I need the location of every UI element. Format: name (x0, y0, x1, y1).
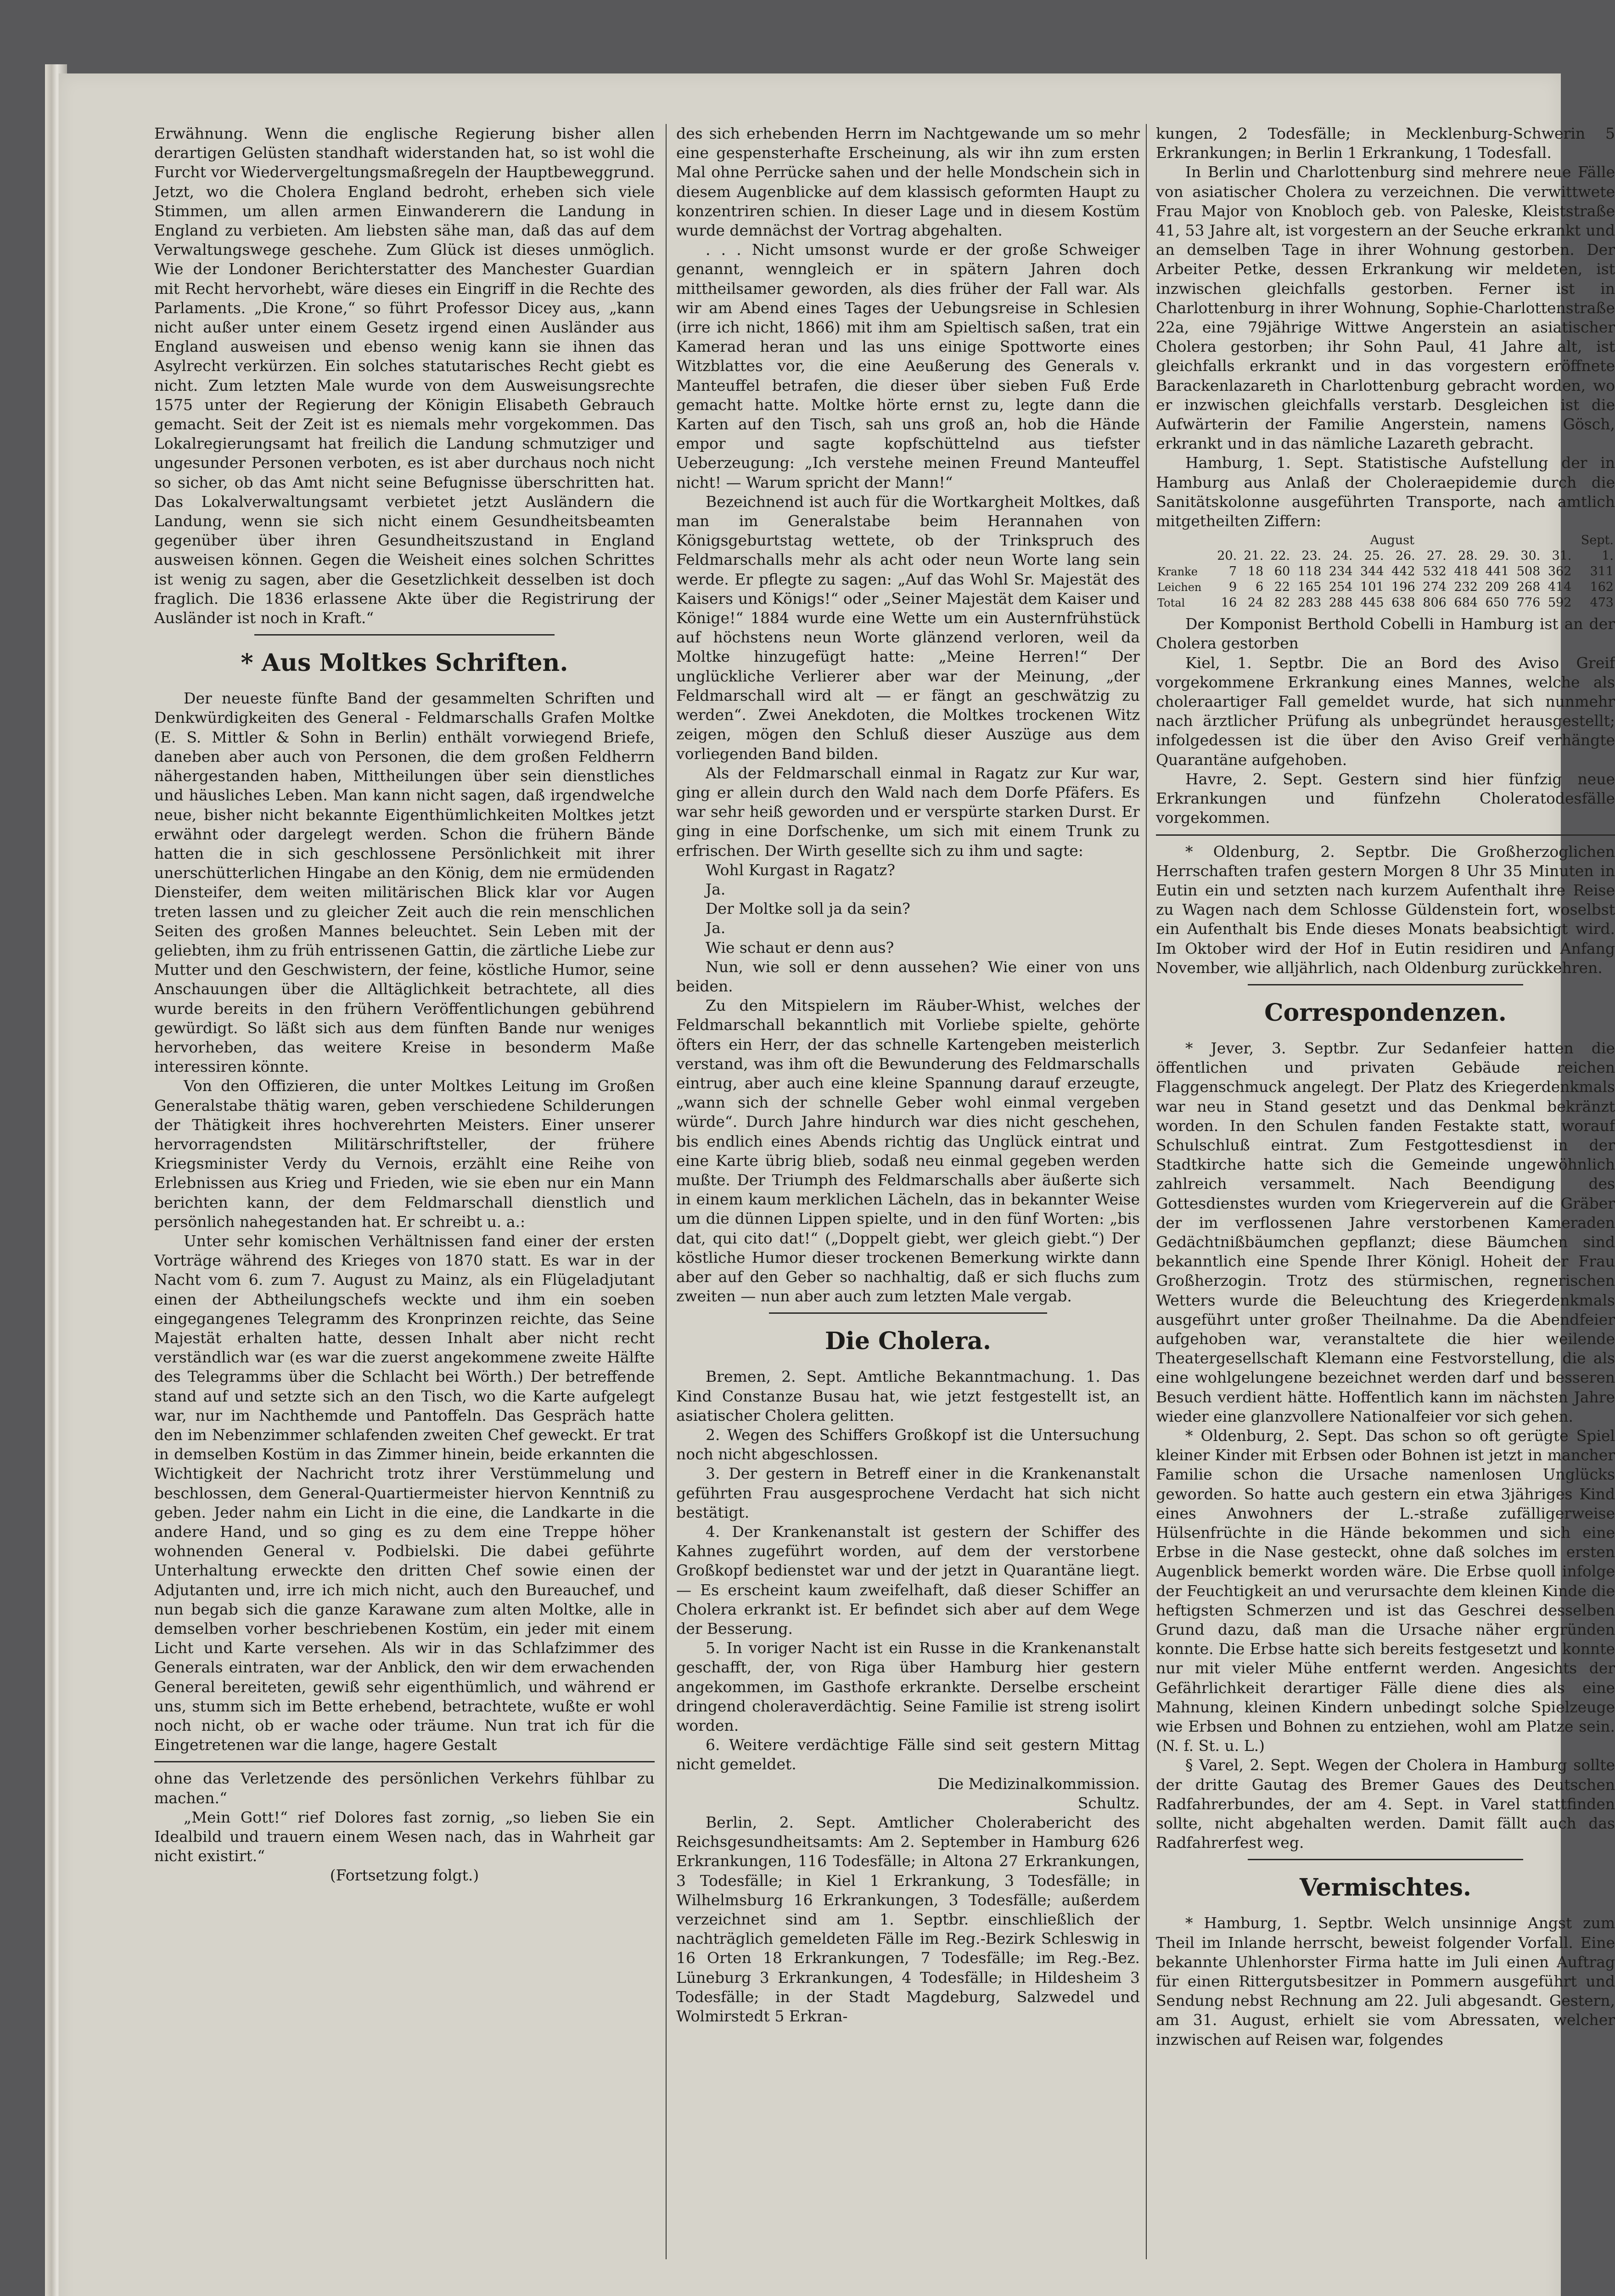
feuilleton-rule (154, 1761, 655, 1762)
day-header: 22. (1270, 549, 1290, 563)
table-cell: 6 (1255, 580, 1264, 595)
table-cell: 232 (1454, 580, 1478, 595)
day-header: 29. (1489, 549, 1509, 563)
row-label: Kranke (1157, 565, 1198, 579)
article-paragraph: Havre, 2. Sept. Gestern sind hier fünfzig neue Erkrankungen und fünfzehn Choleratodesfälle vorgekommen. (1156, 770, 1615, 827)
article-paragraph: 3. Der gestern in Betreff einer in die Krankenanstalt geführten Frau ausgesprochene Verdacht hat sich nicht bestätigt. (676, 1464, 1145, 1521)
column-rule-2 (1146, 124, 1147, 2259)
article-paragraph: Zu den Mitspielern im Räuber-Whist, welches der Feldmarschall bekanntlich mit Vorliebe spielte, gehörte öfters ein Herr, der das schnelle Kartengeben meisterlich verstand, was ihm oft die Bewunderung des Feldmarschalls eintrug, aber auch eine kleine Spannung darauf erzeugte, „wann sich der schnelle Geber wohl einmal vergeben würde“. Durch Jahre hindurch war dies nicht geschehen, bis endlich eines Abends richtig das Unglück eintrat und eine Karte übrig blieb, sodaß neu einmal gegeben werden mußte. Der Triumph des Feldmarschalls aber äußerte sich in einem kaum merklichen Lächeln, das in bekannter Weise um die dünnen Lippen spielte, und in den fünf Worten: „bis dat, qui cito dat!“ („Doppelt giebt, wer gleich giebt.“) Der köstliche Humor dieser trockenen Bemerkung wirkte dann aber auf den Geber so nachhaltig, daß er sich fluchs zum zweiten — nun aber auch zum letzten Male vergab. (676, 996, 1145, 1306)
section-rule (254, 634, 555, 636)
table-cell: 101 (1360, 580, 1384, 595)
article-paragraph: . . . Nicht umsonst wurde er der große Schweiger genannt, wenngleich er in spätern Jahren doch mittheilsamer geworden, als dies früher der Fall war. Als wir am Abend eines Tages der Uebungsreise in Schlesien (irre ich nicht, 1866) mit ihm am Spieltisch saßen, trat ein Kamerad heran und las uns einige Spottworte eines Witzblattes vor, die eine Aeußerung des Generals v. Manteuffel betrafen, die dieser über sieben Fuß Erde gemacht hatte. Moltke hörte ernst zu, legte dann die Karten auf den Tisch, sah uns groß an, hob die Hände empor und sagte kopfschüttelnd aus tiefster Ueberzeugung: „Ich verstehe meinen Freund Manteuffel nicht! — Warum spricht der Mann!“ (676, 241, 1145, 491)
article-paragraph: 2. Wegen des Schiffers Großkopf ist die Untersuchung noch nicht abgeschlossen. (676, 1426, 1145, 1463)
article-paragraph: Als der Feldmarschall einmal in Ragatz zur Kur war, ging er allein durch den Wald nach dem Dorfe Pfäfers. Es war sehr heiß geworden und er verspürte starken Durst. Er ging in eine Dorfschenke, um sich mit einem Trunk zu erfrischen. Der Wirth gesellte sich zu ihm und sagte: (676, 764, 1145, 860)
table-cell: 362 (1548, 564, 1572, 579)
table-cell: 344 (1360, 564, 1384, 579)
table-cell: 196 (1391, 580, 1415, 595)
row-label: Total (1157, 597, 1185, 610)
article-paragraph: § Varel, 2. Sept. Wegen der Cholera in Hamburg sollte der dritte Gautag des Bremer Gaues des Deutschen Radfahrerbundes, der am 4. Sept. in Varel stattfinden sollte, nicht abgehalten werden. Damit fällt auch das Radfahrerfest weg. (1156, 1756, 1615, 1852)
section-heading-vermischtes: Vermischtes. (1299, 1874, 1472, 1902)
table-cell: 118 (1297, 564, 1322, 579)
table-cell: 22 (1274, 580, 1290, 595)
section-rule (1156, 834, 1615, 836)
day-header: 31. (1552, 549, 1572, 563)
article-paragraph: Unter sehr komischen Verhältnissen fand einer der ersten Vorträge während des Krieges von 1870 statt. Es war in der Nacht vom 6. zum 7. August zu Mainz, als ein Flügeladjutant einen der Abtheilungschefs weckte und ihm ein soeben eingegangenes Telegramm des Kronprinzen reichte, das Seine Majestät erhalten hatte, dessen Inhalt aber nicht recht verständlich war (es war die zuerst angekommene zweite Hälfte des Telegramms über die Schlacht bei Wörth.) Der betreffende stand auf und setzte sich an den Tisch, wo die Karte aufgelegt war, nur im Nachthemde und Pantoffeln. Das Gespräch hatte den im Nebenzimmer schlafenden zweiten Chef geweckt. Er trat in demselben Kostüm in das Zimmer hinein, beide erkannten die Wichtigkeit der Nachricht trotz ihrer Verstümmelung und beschlossen, dem General-Quartiermeister hiervon Kenntniß zu geben. Jeder nahm ein Licht in die eine, die Landkarte in die andere Hand, und so ging es zu dem eine Treppe höher wohnenden General v. Podbielski. Die dabei geführte Unterhaltung erweckte den dritten Chef sowie einen der Adjutanten und, irre ich mich nicht, auch den Bureauchef, und nun begab sich die ganze Karawane zum alten Moltke, alle in demselben vorher beschriebenen Kostüm, ein jeder mit einem Licht und Karte versehen. Als wir in das Schlafzimmer des Generals eintraten, war der Anblick, den wir dem erwachenden General bereiteten, gewiß sehr eigenthümlich, und während er uns, stumm sich im Bette erhebend, betrachtete, wußte er wohl noch nicht, ob er wache oder träume. Nun trat ich für die Eingetretenen war die lange, hagere Gestalt (154, 1232, 660, 1754)
table-cell: 684 (1454, 596, 1478, 610)
article-paragraph: Der Komponist Berthold Cobelli in Hamburg ist an der Cholera gestorben (1156, 615, 1615, 653)
day-header: 27. (1426, 549, 1447, 563)
table-cell: 650 (1485, 596, 1509, 610)
day-header: 25. (1364, 549, 1384, 563)
table-cell: 283 (1297, 596, 1322, 610)
table-cell: 209 (1485, 580, 1509, 595)
day-header: 1. (1602, 549, 1614, 563)
table-cell: 165 (1297, 580, 1322, 595)
article-paragraph: Der neueste fünfte Band der gesammelten Schriften und Denkwürdigkeiten des General - Feldmarschalls Grafen Moltke (E. S. Mittler & Sohn in Berlin) enthält vorwiegend Briefe, daneben aber auch von Personen, die dem großen Feldherrn nähergestanden haben, Mittheilungen über sein dienstliches und häusliches Leben. Man kann nicht sagen, daß irgendwelche neue, bisher nicht bekannte Eigenthümlichkeiten Moltkes jetzt erwähnt oder dargelegt werden. Schon die frühern Bände hatten die in sich geschlossene Persönlichkeit mit ihrer unerschütterlichen Hingabe an den König, dem nie ermüdenden Diensteifer, dem weiten militärischen Blick klar vor Augen treten lassen und zu gleicher Zeit auch die rein menschlichen Seiten des großen Mannes beleuchtet. Sein Leben mit der geliebten, ihm zu früh entrissenen Gattin, die zärtliche Liebe zur Mutter und den Geschwistern, der feine, köstliche Humor, seine Anschauungen über die Alltäglichkeit betrachtete, all dies wurde bereits in den frühern Veröffentlichungen gebührend gewürdigt. So läßt sich aus dem fünften Bande nur weniges hervorheben, das weitere Kreise in besonderm Maße interessiren könnte. (154, 689, 660, 1076)
column-3 (1156, 124, 1615, 2291)
month-august: August (1370, 533, 1414, 548)
table-cell: 442 (1391, 564, 1415, 579)
day-header: 21. (1244, 549, 1264, 563)
table-cell: 82 (1274, 596, 1290, 610)
column-2 (676, 124, 1145, 2291)
table-cell: 274 (1423, 580, 1447, 595)
article-heading-cholera: Die Cholera. (825, 1327, 991, 1356)
table-cell: 592 (1548, 596, 1572, 610)
article-paragraph: Berlin, 2. Sept. Amtlicher Cholerabericht des Reichsgesundheitsamts: Am 2. September in Hamburg 626 Erkrankungen, 116 Todesfälle; in Altona 27 Erkrankungen, 3 Todesfälle; in Kiel 1 Erkrankung, 3 Todesfälle; in Wilhelmsburg 16 Erkrankungen, 3 Todesfälle; außerdem verzeichnet sind am 1. Septbr. einschließlich der nachträglich gemeldeten Fälle im Reg.-Bezirk Schleswig in 16 Orten 18 Erkrankungen, 7 Todesfälle; im Reg.-Bez. Lüneburg 3 Erkrankungen, 4 Todesfälle; in Hildesheim 3 Todesfälle; in der Stadt Magdeburg, Salzwedel und Wolmirstedt 5 Erkran- (676, 1813, 1145, 2026)
signature-name: Schultz. (1077, 1794, 1140, 1812)
table-cell: 288 (1329, 596, 1353, 610)
table-cell: 445 (1360, 596, 1384, 610)
day-header: 30. (1520, 549, 1541, 563)
table-cell: 418 (1454, 564, 1478, 579)
cholera-statistics-table (1156, 533, 1615, 611)
table-cell: 473 (1590, 596, 1614, 610)
table-cell: 806 (1423, 596, 1447, 610)
table-month-row (1156, 533, 1615, 548)
dialogue-line: Wohl Kurgast in Ragatz? (706, 861, 895, 879)
table-cell: 776 (1516, 596, 1541, 610)
signature-commission: Die Medizinalkommission. (937, 1774, 1140, 1793)
article-paragraph: Bezeichnend ist auch für die Wortkargheit Moltkes, daß man im Generalstabe beim Herannahen von Königsgeburtstag wettete, ob der Trinkspruch des Feldmarschalls mehr als acht oder neun Worte lang sein werde. Er pflegte zu sagen: „Auf das Wohl Sr. Majestät des Kaisers und Königs!“ oder „Seiner Majestät dem Kaiser und Könige!“ 1884 wurde eine Wette um ein Austernfrühstück auf höchstens neun Worte glänzend verloren, weil da Moltke hinzugefügt hatte: „Meine Herren!“ Der unglückliche Verlierer aber war der Meinung, „der Feldmarschall wird alt — er fängt an geschwätzig zu werden“. Zwei Anekdoten, die Moltkes trockenen Witz zeigen, mögen den Schluß dieser Auszüge aus dem vorliegenden Band bilden. (676, 492, 1145, 763)
article-paragraph: kungen, 2 Todesfälle; in Mecklenburg-Schwerin 5 Erkrankungen; in Berlin 1 Erkrankung, 1 Todesfall. (1156, 124, 1615, 162)
newspaper-page (59, 73, 1615, 2296)
table-cell: 441 (1485, 564, 1509, 579)
article-paragraph: Bremen, 2. Sept. Amtliche Bekanntmachung. 1. Das Kind Constanze Busau hat, wie jetzt festgestellt ist, an asiatischer Cholera gelitten. (676, 1367, 1145, 1424)
column-1 (154, 124, 660, 2291)
article-paragraph: Von den Offizieren, die unter Moltkes Leitung im Großen Generalstabe thätig waren, geben verschiedene Schilderungen der Thätigkeit ihres hochverehrten Meisters. Einer unserer hervorragendsten Militärschriftsteller, der frühere Kriegsminister Verdy du Vernois, erzählt eine Reihe von Erlebnissen aus Krieg und Frieden, wie sie eben nur ein Mann berichten kann, der dem Feldmarschall dienstlich und persönlich nahegestanden hat. Er schreibt u. a.: (154, 1077, 660, 1231)
table-cell: 311 (1590, 564, 1614, 579)
article-paragraph: Erwähnung. Wenn die englische Regierung bisher allen derartigen Gelüsten standhaft widerstanden hat, so ist wohl die Furcht vor Wiedervergeltungsmaßregeln der Hauptbeweggrund. Jetzt, wo die Cholera England bedroht, erheben sich viele Stimmen, um allen armen Einwanderern die Landung in England zu verbieten. Am liebsten sähe man, daß das auf dem Verwaltungswege geschehe. Zum Glück ist dieses unmöglich. Wie der Londoner Berichterstatter des Manchester Guardian mit Recht hervorhebt, wäre dieses ein Eingriff in die Rechte des Parlaments. „Die Krone,“ so führt Professor Dicey aus, „kann nicht außer unter einem Gesetz irgend einen Ausländer aus England ausweisen und ebenso wenig kann sie ihnen das Asylrecht verkürzen. Ein solches statutarisches Recht giebt es nicht. Zum letzten Male wurde von dem Ausweisungsrechte 1575 unter der Regierung der Königin Elisabeth Gebrauch gemacht. Seit der Zeit ist es niemals mehr vorgekommen. Das Lokalregierungsamt hat freilich die Landung schmutziger und ungesunder Personen verboten, es ist aber durchaus noch nicht so sicher, ob das Amt nicht seine Befugnisse überschritten hat. Das Lokalverwaltungsamt verbietet jetzt Ausländern die Landung, wenn sie sich nicht einem Gesundheitsbeamten gegenüber über ihren Gesundheitszustand in England ausweisen können. Gegen die Weisheit eines solchen Schrittes ist wenig zu sagen, aber die Gesetzlichkeit desselben ist doch fraglich. Die 1836 erlassene Akte über die Registrirung der Ausländer ist noch in Kraft.“ (154, 124, 660, 627)
table-row (1156, 564, 1615, 580)
article-paragraph: * Jever, 3. Septbr. Zur Sedanfeier hatten die öffentlichen und privaten Gebäude reichen Flaggenschmuck angelegt. Der Platz des Kriegerdenkmals war neu in Stand gesetzt und das Denkmal bekränzt worden. In den Schulen fanden Festakte statt, worauf Schulschluß eintrat. Zum Festgottesdienst in der Stadtkirche hatte sich die Gemeinde ungewöhnlich zahlreich versammelt. Nach Beendigung des Gottesdienstes wurden vom Kriegerverein auf die Gräber der im verflossenen Jahre verstorbenen Kameraden Gedächtnißbäumchen gepflanzt; diese Bäumchen sind bekanntlich eine Spende Ihrer Königl. Hoheit der Frau Großherzogin. Trotz des stürmischen, regnerischen Wetters wurde die Beleuchtung des Kriegerdenkmals ausgeführt unter großer Theilnahme. Da die Abendfeier aufgehoben war, veranstaltete die hier weilende Theatergesellschaft Klemann eine Festvorstellung, die als eine wohlgelungene bezeichnet werden darf und besseren Besuch verdient hätte. Hoffentlich kann im nächsten Jahre wieder eine glanzvollere Nationalfeier vor sich gehen. (1156, 1039, 1615, 1425)
article-paragraph: * Hamburg, 1. Septbr. Welch unsinnige Angst zum Theil im Inlande herrscht, beweist folgender Vorfall. Eine bekannte Uhlenhorster Firma hatte im Juli einen Auftrag für einen Rittergutsbesitzer in Pommern ausgeführt und Sendung nebst Rechnung am 22. Juli abgesandt. Gestern, am 31. August, erhielt sie vom Abressaten, welcher inzwischen auf Reisen war, folgendes (1156, 1914, 1615, 2048)
day-header: 20. (1217, 549, 1237, 563)
feuilleton-paragraph: ohne das Verletzende des persönlichen Verkehrs fühlbar zu machen.“ (154, 1769, 660, 1807)
table-cell: 234 (1329, 564, 1353, 579)
article-paragraph: 4. Der Krankenanstalt ist gestern der Schiffer des Kahnes zugeführt worden, auf dem der verstorbene Großkopf bedienstet war und der jetzt in Quarantäne liegt. — Es erscheint kaum zweifelhaft, daß dieser Schiffer an Cholera erkrankt ist. Er befindet sich aber auf dem Wege der Besserung. (676, 1523, 1145, 1638)
section-rule (1248, 1859, 1523, 1860)
section-heading-correspondenzen: Correspondenzen. (1264, 998, 1507, 1027)
article-paragraph: Kiel, 1. Septbr. Die an Bord des Aviso Greif vorgekommene Erkrankung eines Mannes, welche als choleraartiger Fall gemeldet wurde, hat sich nunmehr nach ärztlicher Prüfung als unbegründet herausgestellt; infolgedessen ist die über den Aviso Greif verhängte Quarantäne aufgehoben. (1156, 653, 1615, 769)
table-cell: 254 (1329, 580, 1353, 595)
table-cell: 7 (1229, 564, 1237, 579)
article-paragraph: * Oldenburg, 2. Septbr. Die Großherzoglichen Herrschaften trafen gestern Morgen 8 Uhr 35 Minuten in Eutin ein und setzten nach kurzem Aufenthalt ihre Reise zu Wagen nach dem Schlosse Güldenstein fort, woselbst ein Aufenthalt bis Ende dieses Monats beabsichtigt wird. Im Oktober wird der Hof in Eutin residiren und Anfang November, wie alljährlich, nach Oldenburg zurückkehren. (1156, 842, 1615, 977)
section-rule (769, 1312, 1047, 1314)
dialogue-line: Wie schaut er denn aus? (706, 938, 894, 957)
table-cell: 414 (1548, 580, 1572, 595)
table-cell: 24 (1247, 596, 1264, 610)
table-cell: 162 (1590, 580, 1614, 595)
dialogue-line: Nun, wie soll er denn aussehen? Wie einer von uns beiden. (676, 957, 1145, 995)
section-rule (1248, 984, 1523, 985)
article-heading-moltke: * Aus Moltkes Schriften. (241, 649, 568, 677)
table-cell: 268 (1516, 580, 1541, 595)
row-label: Leichen (1157, 581, 1202, 594)
day-header: 26. (1395, 549, 1415, 563)
table-cell: 638 (1391, 596, 1415, 610)
table-row (1156, 595, 1615, 611)
article-paragraph: des sich erhebenden Herrn im Nachtgewande um so mehr eine gespensterhafte Erscheinung, als wir ihn zum ersten Mal ohne Perrücke sahen und der helle Mondschein sich in diesem Augenblicke auf dem klassisch geformten Haupt zu konzentriren schien. In dieser Lage und in diesem Kostüm wurde demnächst der Vortrag abgehalten. (676, 124, 1145, 240)
feuilleton-paragraph: „Mein Gott!“ rief Dolores fast zornig, „so lieben Sie ein Idealbild und trauern einem Wesen nach, das in Wahrheit gar nicht existirt.“ (154, 1808, 660, 1865)
table-cell: 9 (1229, 580, 1237, 595)
day-header: 24. (1333, 549, 1353, 563)
article-paragraph: * Oldenburg, 2. Sept. Das schon so oft gerügte Spiel kleiner Kinder mit Erbsen oder Bohnen ist jetzt in mancher Familie schon die Ursache namenlosen Unglücks geworden. So hatte auch gestern ein etwa 3jähriges Kind eines Anwohners der L.-straße zufälligerweise Hülsenfrüchte in die Hände bekommen und sich eine Erbse in die Nase gesteckt, ohne daß solches im ersten Augenblick bemerkt worden wäre. Die Erbse quoll infolge der Feuchtigkeit an und verursachte dem kleinen Kinde die heftigsten Schmerzen und ist das Geschrei desselben Grund dazu, daß man die Ursache näher ergründen konnte. Die Erbse hatte sich bereits festgesetzt und konnte nur mit vieler Mühe entfernt werden. Angesichts der Gefährlichkeit derartiger Fälle diene dies als eine Mahnung, kleinen Kindern unbedingt solche Spielzeuge wie Erbsen und Bohnen zu entziehen, wohl am Platze sein. (N. f. St. u. L.) (1156, 1426, 1615, 1755)
column-rule-1 (666, 124, 667, 2259)
table-cell: 508 (1516, 564, 1541, 579)
dialogue-line: Der Moltke soll ja da sein? (706, 900, 910, 918)
day-header: 23. (1301, 549, 1322, 563)
table-cell: 60 (1274, 564, 1290, 579)
article-paragraph: 5. In voriger Nacht ist ein Russe in die Krankenanstalt geschafft, der, von Riga über Hamburg hier gestern angekommen, im Gasthofe erkrankte. Derselbe erscheint dringend choleraverdächtig. Seine Familie ist streng isolirt worden. (676, 1639, 1145, 1735)
dialogue-line: Ja. (706, 919, 726, 937)
continued-note: (Fortsetzung folgt.) (330, 1866, 479, 1885)
article-paragraph: In Berlin und Charlottenburg sind mehrere neue Fälle von asiatischer Cholera zu verzeichnen. Die verwittwete Frau Major von Knobloch geb. von Paleske, Kleiststraße 41, 53 Jahre alt, ist vorgestern an der Seuche erkrankt und an demselben Tage in ihrer Wohnung gestorben. Der Arbeiter Petke, dessen Erkrankung wir meldeten, ist inzwischen gleichfalls gestorben. Ferner ist in Charlottenburg in ihrer Wohnung, Sophie-Charlottenstraße 22a, eine 79jährige Wittwe Angerstein an asiatischer Cholera gestorben; ihr Sohn Paul, 41 Jahre alt, ist gleichfalls erkrankt und in das vorgestern eröffnete Barackenlazareth in Charlottenburg gebracht worden, wo er inzwischen gleichfalls verstarb. Desgleichen ist die Aufwärterin der Familie Angerstein, namens Gösch, erkrankt und in das nämliche Lazareth gebracht. (1156, 163, 1615, 453)
table-cell: 532 (1423, 564, 1447, 579)
day-header: 28. (1458, 549, 1478, 563)
table-row (1156, 580, 1615, 595)
month-september: Sept. (1581, 533, 1614, 548)
table-cell: 18 (1247, 564, 1264, 579)
article-paragraph: 6. Weitere verdächtige Fälle sind seit gestern Mittag nicht gemeldet. (676, 1736, 1145, 1773)
article-paragraph: Hamburg, 1. Sept. Statistische Aufstellung der in Hamburg aus Anlaß der Choleraepidemie durch die Sanitätskolonne ausgeführten Transporte, nach amtlich mitgetheilten Ziffern: (1156, 454, 1615, 530)
dialogue-line: Ja. (706, 880, 726, 898)
table-cell: 16 (1221, 596, 1237, 610)
table-days-row (1156, 548, 1615, 564)
